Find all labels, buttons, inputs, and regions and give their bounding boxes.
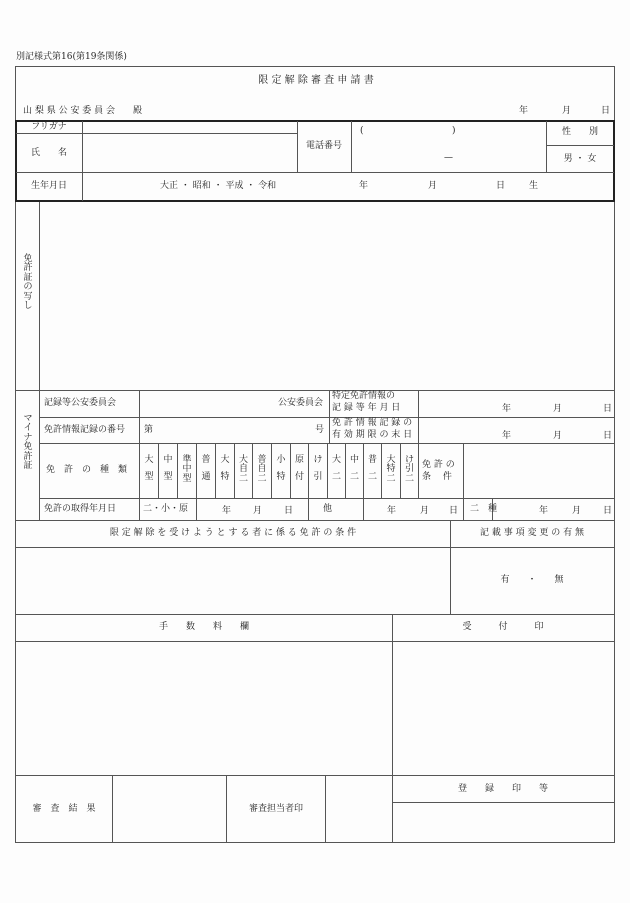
- divider: [15, 520, 615, 521]
- divider: [40, 498, 614, 499]
- validity-label-2: 有 効 期 限 の 末 日: [332, 430, 413, 440]
- divider: [15, 547, 615, 548]
- divider: [39, 202, 40, 520]
- divider: [16, 390, 614, 391]
- change-header: 記 載 事 項 変 更 の 有 無: [480, 528, 584, 538]
- name-label: 氏 名: [30, 148, 68, 158]
- applicant-right: [613, 120, 615, 202]
- receipt-header: 受 付 印: [462, 622, 544, 632]
- phone-paren-close: ): [452, 126, 456, 136]
- license-type-kenin[interactable]: け 引: [313, 455, 323, 483]
- fee-area[interactable]: [17, 643, 391, 774]
- specific-record-date-label-1: 特定免許情報の: [332, 391, 396, 401]
- conditions-label-1: 免 許 の: [422, 460, 455, 470]
- license-copy-label: 免 許 証 の 写 し: [23, 254, 33, 312]
- acquired-second-day: 日: [603, 506, 613, 516]
- birthdate-label: 生年月日: [30, 181, 68, 191]
- registration-label: 登 録 印 等: [457, 784, 549, 794]
- change-options[interactable]: 有 ・ 無: [500, 575, 564, 585]
- acquired-label: 免許の取得年月日: [44, 504, 117, 514]
- divider: [15, 614, 615, 615]
- exam-officer-stamp[interactable]: [326, 776, 391, 842]
- acquired-month: 月: [253, 506, 263, 516]
- addressee: 山 梨 県 公 安 委 員 会 殿: [23, 106, 143, 116]
- restriction-header: 限 定 解 除 を 受 け よ う と す る 者 に 係 る 免 許 の 条 件: [109, 528, 357, 538]
- record-date-day: 日: [603, 404, 613, 414]
- divider: [16, 172, 614, 173]
- birth-year: 年: [359, 181, 369, 191]
- validity-day: 日: [603, 431, 613, 441]
- sex-options[interactable]: 男 ・ 女: [563, 154, 597, 164]
- acquired-second-month: 月: [572, 506, 582, 516]
- divider: [546, 121, 547, 173]
- acquired-other-day: 日: [449, 506, 459, 516]
- record-date-month: 月: [553, 404, 563, 414]
- validity-month: 月: [553, 431, 563, 441]
- birth-suffix: 生: [529, 181, 539, 191]
- frame-bottom: [15, 842, 615, 843]
- license-type-chugata[interactable]: 中 型: [163, 455, 173, 483]
- commission-suffix: 公安委員会: [278, 398, 324, 408]
- acquired-other[interactable]: 他: [323, 504, 333, 514]
- divider: [15, 775, 615, 776]
- license-type-ogata-ni[interactable]: 大 二: [331, 455, 341, 483]
- furigana-field[interactable]: [84, 122, 296, 133]
- validity-label-1: 免 許 情 報 記 録 の: [332, 418, 413, 428]
- exam-result-label: 審 査 結 果: [32, 804, 96, 814]
- date-month: 月: [562, 106, 572, 116]
- license-type-label: 免 許 の 種 類: [46, 465, 128, 475]
- date-day: 日: [601, 106, 611, 116]
- license-copy-area[interactable]: [41, 203, 613, 389]
- acquired-classes[interactable]: 二・小・原: [143, 504, 189, 514]
- license-type-junchugata[interactable]: 準 中 型: [182, 455, 192, 484]
- acquired-year: 年: [222, 506, 232, 516]
- divider: [15, 641, 615, 642]
- divider: [450, 520, 451, 614]
- fee-header: 手 数 料 欄: [158, 622, 250, 632]
- sex-label: 性 別: [561, 127, 599, 137]
- license-type-gentsuki[interactable]: 原 付: [294, 455, 304, 483]
- acquired-second-class[interactable]: 二 種: [470, 504, 498, 514]
- birth-day: 日: [496, 181, 506, 191]
- conditions-label-2: 条 件: [422, 472, 452, 482]
- license-type-daitoku-ni[interactable]: 大 特 二: [386, 455, 396, 484]
- license-type-ogata[interactable]: 大 型: [144, 455, 154, 483]
- record-number-prefix: 第: [144, 425, 154, 435]
- furigana-label: フリガナ: [31, 122, 67, 132]
- page-title: 限 定 解 除 審 査 申 請 書: [258, 75, 374, 86]
- license-type-daijini[interactable]: 大 自 二: [238, 455, 248, 484]
- validity-year: 年: [502, 431, 512, 441]
- receipt-stamp-area[interactable]: [394, 643, 613, 774]
- divider: [16, 133, 297, 134]
- phone-label: 電話番号: [305, 141, 343, 151]
- myna-license-label: マ イ ナ 免 許 証: [23, 414, 33, 472]
- acquired-day: 日: [284, 506, 294, 516]
- phone-paren-open: (: [360, 126, 364, 136]
- specific-record-date-label-2: 記 録 等 年 月 日: [332, 403, 401, 413]
- restriction-field[interactable]: [17, 549, 449, 613]
- divider: [297, 121, 298, 173]
- record-number-suffix: 号: [315, 425, 325, 435]
- phone-field[interactable]: [352, 122, 545, 172]
- divider: [226, 775, 227, 843]
- applicant-bottom: [15, 200, 615, 202]
- acquired-other-year: 年: [387, 506, 397, 516]
- conditions-field[interactable]: [464, 444, 613, 497]
- license-type-chugata-ni[interactable]: 中 二: [349, 455, 359, 483]
- commission-label: 記録等公安委員会: [44, 398, 117, 408]
- phone-dash: —: [444, 153, 453, 163]
- license-type-futsu-ni[interactable]: 普 二: [367, 455, 377, 483]
- acquired-other-month: 月: [420, 506, 430, 516]
- license-type-kenin-ni[interactable]: け 引 二: [404, 455, 414, 484]
- record-number-label: 免許情報記録の番号: [44, 425, 126, 435]
- license-type-futsujini[interactable]: 普 自 二: [257, 455, 267, 484]
- era-options[interactable]: 大正 ・ 昭和 ・ 平成 ・ 令和: [160, 181, 277, 191]
- license-type-kotoku[interactable]: 小 特: [276, 455, 286, 483]
- license-type-futsu[interactable]: 普 通: [201, 455, 211, 483]
- acquired-second-year: 年: [539, 506, 549, 516]
- divider: [139, 390, 140, 520]
- name-field[interactable]: [84, 135, 296, 171]
- exam-officer-label: 審査担当者印: [248, 804, 304, 814]
- registration-stamp-area[interactable]: [394, 803, 613, 842]
- exam-result-field[interactable]: [113, 776, 225, 842]
- birth-month: 月: [428, 181, 438, 191]
- divider: [40, 417, 614, 418]
- divider: [392, 614, 393, 843]
- divider: [418, 443, 419, 498]
- date-year: 年: [519, 106, 529, 116]
- record-date-year: 年: [502, 404, 512, 414]
- license-type-daitoku[interactable]: 大 特: [220, 455, 230, 483]
- form-reference: 別記様式第16(第19条関係): [16, 52, 127, 62]
- divider: [546, 145, 614, 146]
- frame-top: [15, 66, 615, 67]
